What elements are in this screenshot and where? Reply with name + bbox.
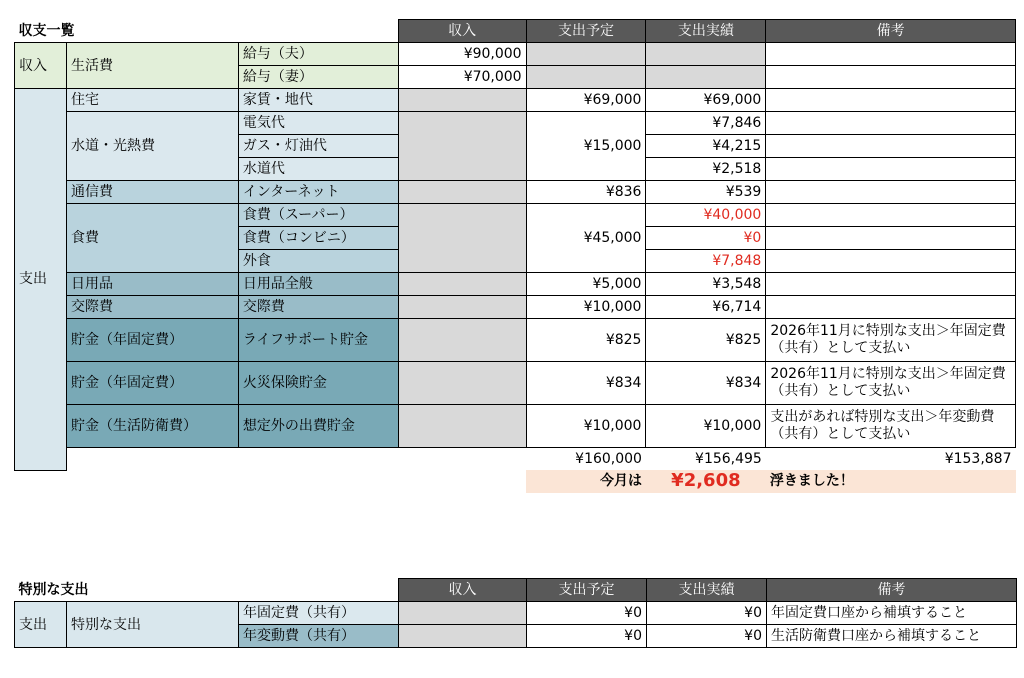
table-row xyxy=(15,296,1024,319)
total-income[interactable]: ¥160,000 xyxy=(575,451,642,467)
table-row xyxy=(15,405,1024,448)
category-cell[interactable]: 通信費 xyxy=(66,181,238,204)
summary-text[interactable]: 浮きました！ xyxy=(766,470,1016,493)
table-row xyxy=(15,602,1017,625)
actual-cell-over-budget[interactable]: ¥40,000 xyxy=(646,204,766,227)
actual-cell[interactable]: ¥0 xyxy=(647,625,767,648)
planned-cell[interactable]: ¥10,000 xyxy=(526,405,646,448)
income-cell[interactable] xyxy=(398,319,526,362)
category-cell[interactable]: 日用品 xyxy=(66,273,238,296)
income-cell[interactable] xyxy=(398,204,526,273)
category-cell[interactable]: 特別な支出 xyxy=(67,602,239,648)
planned-cell[interactable] xyxy=(526,43,646,66)
note-cell[interactable] xyxy=(766,227,1016,250)
income-category-cell[interactable]: 生活費 xyxy=(66,43,238,89)
item-cell[interactable]: ガス・灯油代 xyxy=(238,135,398,158)
total-planned[interactable]: ¥156,495 xyxy=(695,451,762,467)
actual-cell[interactable]: ¥7,846 xyxy=(646,112,766,135)
planned-cell[interactable]: ¥834 xyxy=(526,362,646,405)
category-cell[interactable]: 貯金（年固定費） xyxy=(66,362,238,405)
note-cell[interactable] xyxy=(766,158,1016,181)
totals-row xyxy=(15,448,1024,471)
totals-note-cell[interactable] xyxy=(1016,448,1024,471)
planned-cell[interactable] xyxy=(526,66,646,89)
item-cell[interactable]: 火災保険貯金 xyxy=(238,362,398,405)
category-cell[interactable]: 食費 xyxy=(66,204,238,273)
planned-cell[interactable]: ¥69,000 xyxy=(526,89,646,112)
income-cell[interactable] xyxy=(398,181,526,204)
income-section-cell[interactable]: 収入 xyxy=(15,43,67,89)
table-row xyxy=(15,89,1024,112)
expense-section-cell[interactable]: 支出 xyxy=(15,602,67,648)
planned-cell[interactable]: ¥836 xyxy=(526,181,646,204)
note-cell[interactable] xyxy=(766,43,1016,66)
header-actual[interactable]: 支出実績 xyxy=(647,579,767,602)
item-cell[interactable]: 給与（妻） xyxy=(238,66,398,89)
income-cell[interactable] xyxy=(398,112,526,181)
totals-label-cell[interactable] xyxy=(66,448,526,471)
note-cell[interactable]: 年固定費口座から補填すること xyxy=(767,602,1017,625)
income-cell[interactable]: ¥70,000 xyxy=(398,66,526,89)
actual-cell[interactable] xyxy=(646,66,766,89)
income-cell[interactable] xyxy=(399,602,527,625)
actual-cell[interactable]: ¥0 xyxy=(647,602,767,625)
category-cell[interactable]: 水道・光熱費 xyxy=(66,112,238,181)
summary-label[interactable]: 今月は xyxy=(526,470,646,493)
item-cell[interactable]: 食費（スーパー） xyxy=(238,204,398,227)
item-cell[interactable]: ライフサポート貯金 xyxy=(238,319,398,362)
note-cell[interactable]: 2026年11月に特別な支出＞年固定費（共有）として支払い xyxy=(766,362,1016,405)
actual-cell[interactable]: ¥834 xyxy=(646,362,766,405)
table-row xyxy=(15,112,1024,135)
item-cell[interactable]: インターネット xyxy=(238,181,398,204)
item-cell[interactable]: 交際費 xyxy=(238,296,398,319)
item-cell[interactable]: 給与（夫） xyxy=(238,43,398,66)
header-row xyxy=(15,20,1024,43)
actual-cell[interactable]: ¥825 xyxy=(646,319,766,362)
actual-cell[interactable] xyxy=(646,43,766,66)
summary-row xyxy=(15,470,1024,493)
income-cell[interactable] xyxy=(399,625,527,648)
actual-cell[interactable]: ¥69,000 xyxy=(646,89,766,112)
summary-empty-cell[interactable] xyxy=(15,470,527,493)
planned-cell[interactable]: ¥15,000 xyxy=(526,112,646,181)
header-row xyxy=(15,579,1017,602)
table-row xyxy=(15,362,1024,405)
header-planned[interactable]: 支出予定 xyxy=(526,20,646,43)
category-cell[interactable]: 交際費 xyxy=(66,296,238,319)
actual-cell[interactable]: ¥2,518 xyxy=(646,158,766,181)
table-title[interactable]: 収支一覧 xyxy=(18,22,75,39)
item-cell[interactable]: 食費（コンビニ） xyxy=(238,227,398,250)
actual-cell[interactable]: ¥3,548 xyxy=(646,273,766,296)
actual-cell-over-budget[interactable]: ¥0 xyxy=(646,227,766,250)
budget-sheet xyxy=(14,19,1024,493)
note-cell[interactable] xyxy=(766,296,1016,319)
actual-cell-over-budget[interactable]: ¥7,848 xyxy=(646,250,766,273)
item-cell[interactable]: 家賃・地代 xyxy=(238,89,398,112)
table-row xyxy=(15,273,1024,296)
actual-cell[interactable]: ¥10,000 xyxy=(646,405,766,448)
income-cell[interactable]: ¥90,000 xyxy=(398,43,526,66)
item-cell[interactable]: 年変動費（共有） xyxy=(239,625,399,648)
note-cell[interactable] xyxy=(766,89,1016,112)
note-cell[interactable] xyxy=(766,204,1016,227)
note-cell[interactable] xyxy=(766,135,1016,158)
item-cell[interactable]: 想定外の出費貯金 xyxy=(238,405,398,448)
actual-cell[interactable]: ¥4,215 xyxy=(646,135,766,158)
table-row xyxy=(15,204,1024,227)
category-cell[interactable]: 貯金（年固定費） xyxy=(66,319,238,362)
header-note[interactable]: 備考 xyxy=(766,20,1016,43)
income-cell[interactable] xyxy=(398,89,526,112)
header-income[interactable]: 収入 xyxy=(399,579,527,602)
expense-section-cell[interactable]: 支出 xyxy=(15,89,67,471)
planned-cell[interactable]: ¥0 xyxy=(527,602,647,625)
table-row xyxy=(15,43,1024,66)
planned-cell[interactable]: ¥45,000 xyxy=(526,204,646,273)
income-cell[interactable] xyxy=(398,362,526,405)
header-note[interactable]: 備考 xyxy=(767,579,1017,602)
income-cell[interactable] xyxy=(398,405,526,448)
note-cell[interactable] xyxy=(766,250,1016,273)
special-expense-table xyxy=(14,578,1017,648)
planned-cell[interactable]: ¥10,000 xyxy=(526,296,646,319)
header-planned[interactable]: 支出予定 xyxy=(527,579,647,602)
actual-cell[interactable]: ¥6,714 xyxy=(646,296,766,319)
table-row xyxy=(15,319,1024,362)
category-cell[interactable]: 住宅 xyxy=(66,89,238,112)
total-actual[interactable]: ¥153,887 xyxy=(944,451,1012,467)
note-cell[interactable]: 生活防衛費口座から補填すること xyxy=(767,625,1017,648)
table-row xyxy=(15,181,1024,204)
item-cell[interactable]: 外食 xyxy=(238,250,398,273)
summary-amount[interactable]: ¥2,608 xyxy=(646,470,766,493)
item-cell[interactable]: 年固定費（共有） xyxy=(239,602,399,625)
planned-cell[interactable]: ¥0 xyxy=(527,625,647,648)
planned-cell[interactable]: ¥5,000 xyxy=(526,273,646,296)
budget-table xyxy=(14,19,1024,493)
note-cell[interactable] xyxy=(766,66,1016,89)
header-income[interactable]: 収入 xyxy=(398,20,526,43)
note-cell[interactable] xyxy=(766,181,1016,204)
note-cell[interactable] xyxy=(766,112,1016,135)
special-table-title[interactable]: 特別な支出 xyxy=(18,581,89,598)
item-cell[interactable]: 電気代 xyxy=(238,112,398,135)
actual-cell[interactable]: ¥539 xyxy=(646,181,766,204)
income-cell[interactable] xyxy=(398,296,526,319)
planned-cell[interactable]: ¥825 xyxy=(526,319,646,362)
note-cell[interactable]: 2026年11月に特別な支出＞年固定費（共有）として支払い xyxy=(766,319,1016,362)
header-actual[interactable]: 支出実績 xyxy=(646,20,766,43)
category-cell[interactable]: 貯金（生活防衛費） xyxy=(66,405,238,448)
item-cell[interactable]: 水道代 xyxy=(238,158,398,181)
item-cell[interactable]: 日用品全般 xyxy=(238,273,398,296)
income-cell[interactable] xyxy=(398,273,526,296)
note-cell[interactable]: 支出があれば特別な支出＞年変動費（共有）として支払い xyxy=(766,405,1016,448)
note-cell[interactable] xyxy=(766,273,1016,296)
